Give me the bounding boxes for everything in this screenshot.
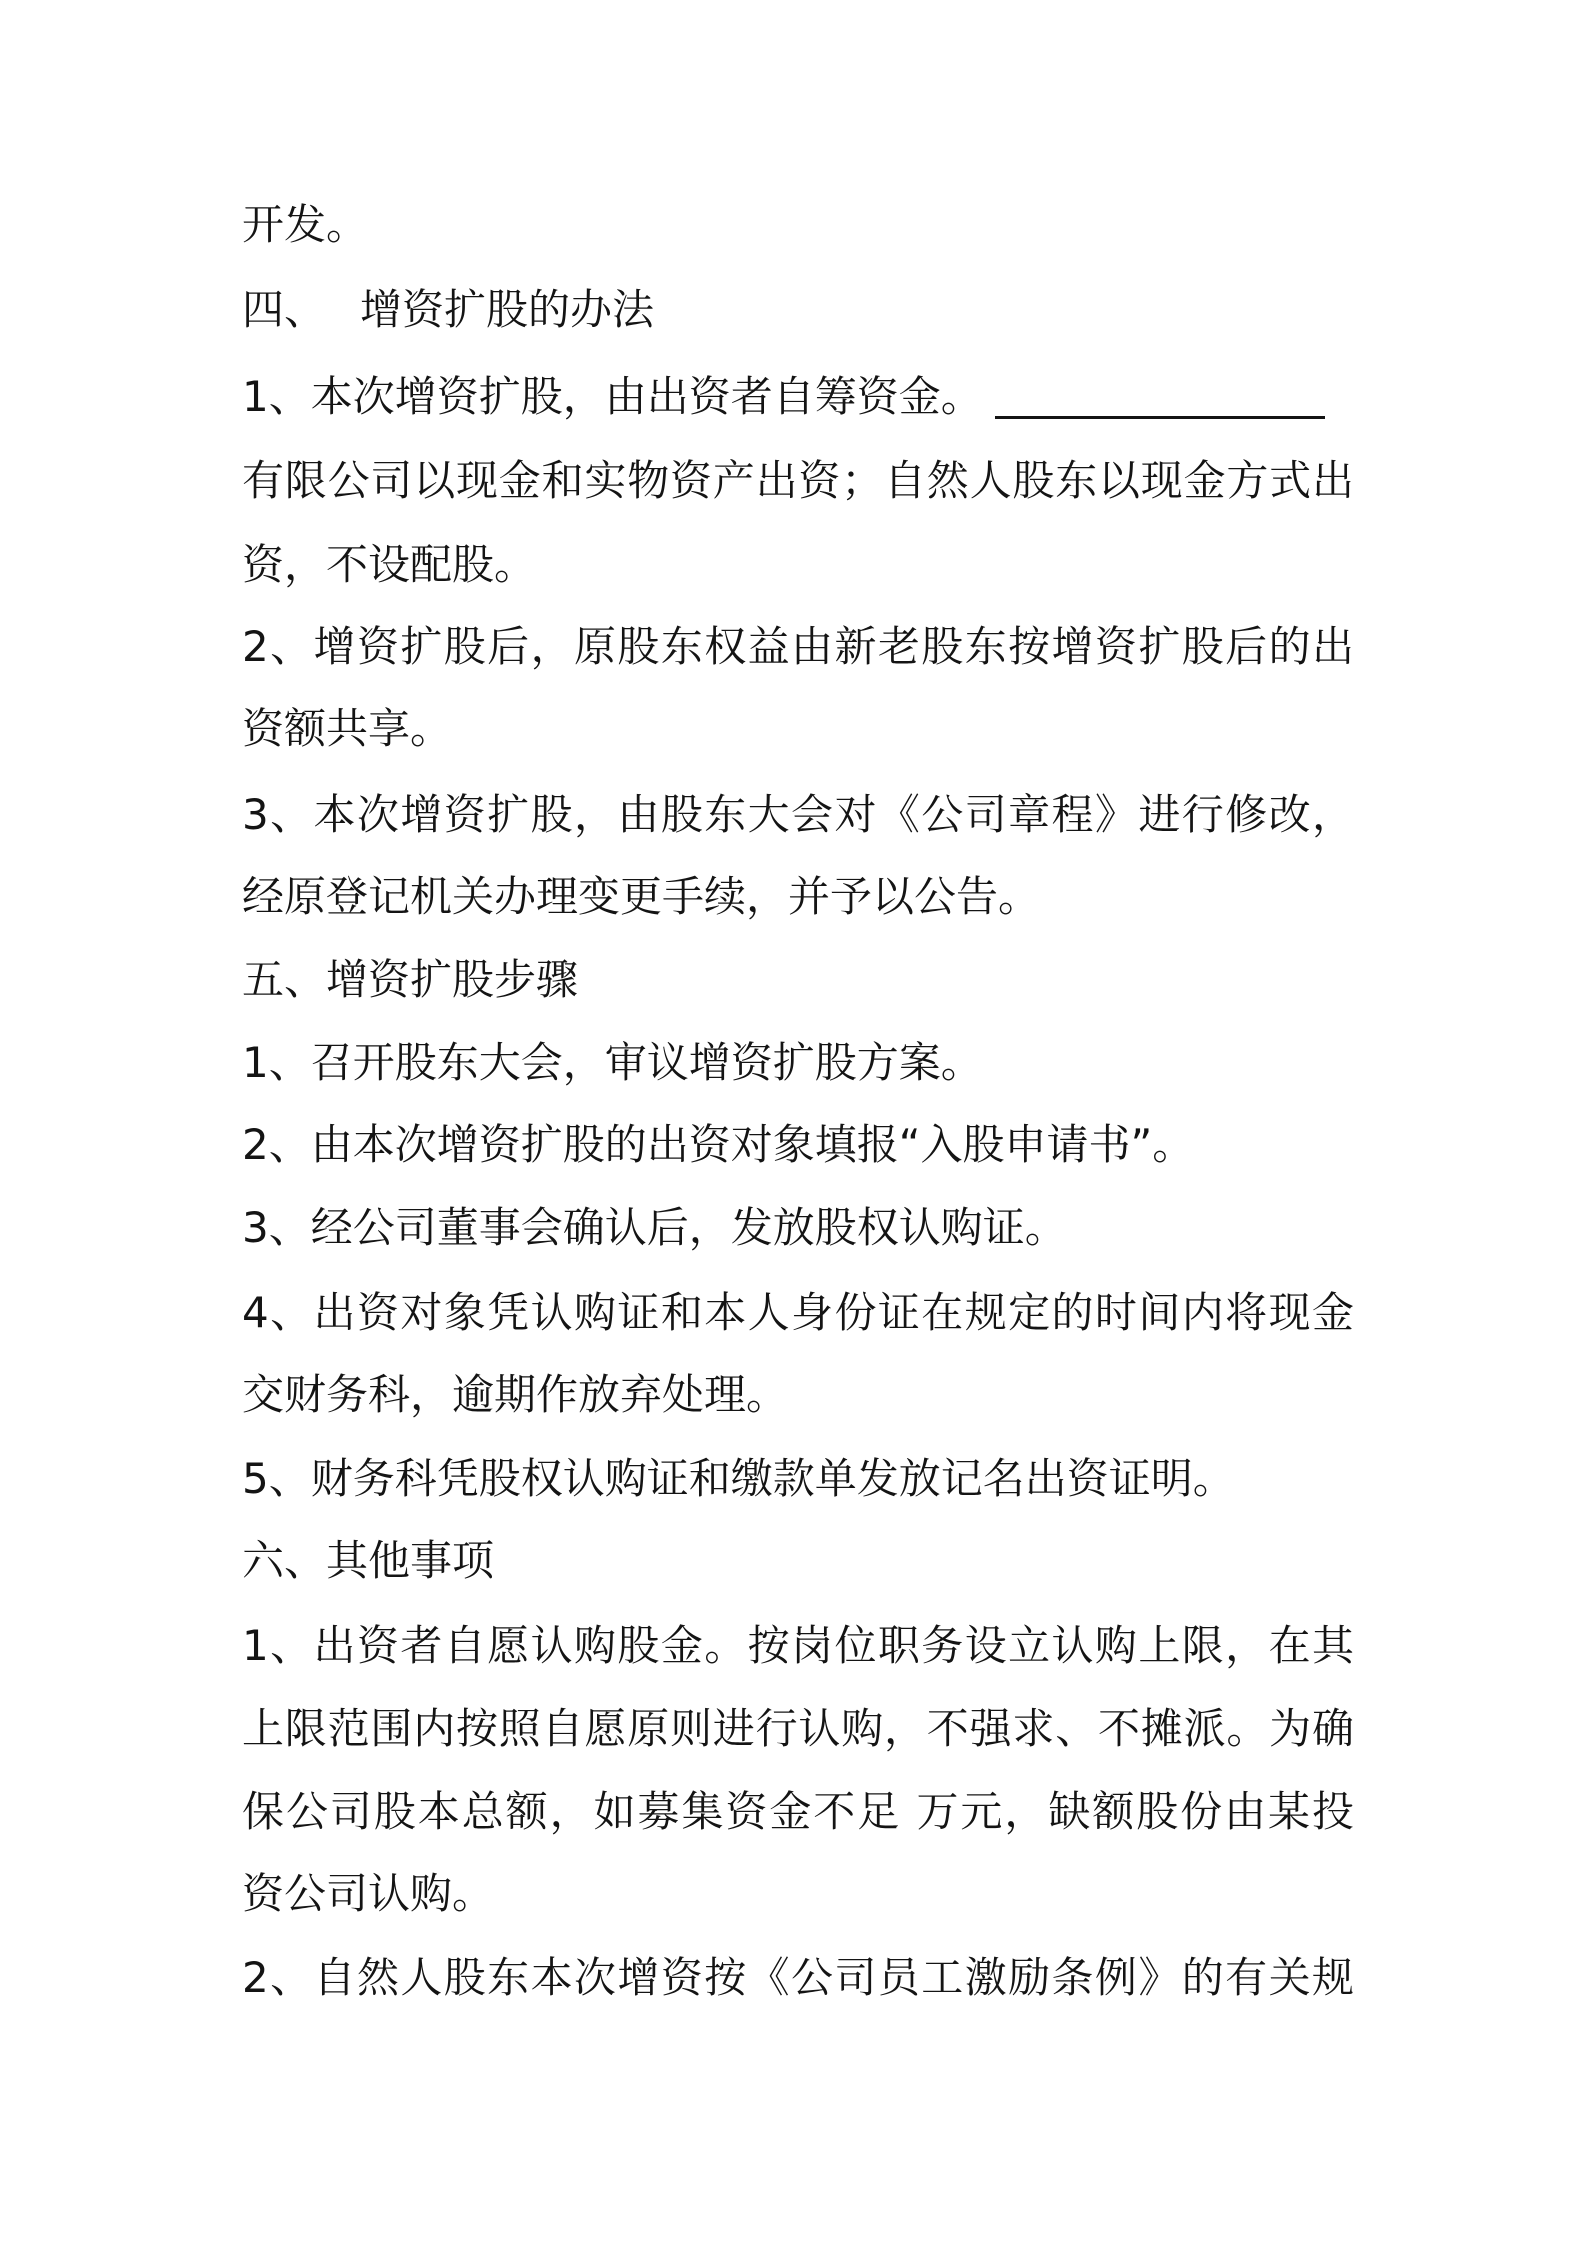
text-line-16 <box>242 1444 1362 1514</box>
section-title: 六、其他事项 <box>242 1536 495 1585</box>
text-line-4 <box>242 446 1354 516</box>
text-line-20 <box>242 1777 1354 1847</box>
fill-in-blank <box>995 412 1325 419</box>
text-line-9 <box>242 862 1362 932</box>
section-heading-6 <box>242 1526 1362 1596</box>
text-line-15 <box>242 1360 1362 1430</box>
line-text: 5、财务科凭股权认购证和缴款单发放记名出资证明。 <box>242 1454 1235 1503</box>
text-line-19 <box>242 1694 1354 1764</box>
section-title: 增资扩股的办法 <box>360 285 655 334</box>
line-text: 3、本次增资扩股，由股东大会对《公司章程》进行修改， <box>242 790 1354 839</box>
text-line-6 <box>242 612 1354 682</box>
section-heading-5 <box>242 945 1362 1015</box>
text-line-1 <box>242 190 1362 260</box>
line-text: 2、由本次增资扩股的出资对象填报“入股申请书”。 <box>242 1120 1195 1169</box>
line-text: 4、出资对象凭认购证和本人身份证在规定的时间内将现金 <box>242 1288 1354 1337</box>
line-text: 资，不设配股。 <box>242 540 537 589</box>
line-text: 1、本次增资扩股，由出资者自筹资金。 <box>242 372 983 421</box>
text-line-7 <box>242 694 1362 764</box>
line-text: 开发。 <box>242 200 369 249</box>
line-text: 保公司股本总额，如募集资金不足 万元，缺额股份由某投 <box>242 1787 1354 1836</box>
line-text: 资额共享。 <box>242 704 453 753</box>
section-title: 五、增资扩股步骤 <box>242 955 579 1004</box>
line-text: 1、出资者自愿认购股金。按岗位职务设立认购上限，在其 <box>242 1621 1354 1670</box>
text-line-22 <box>242 1943 1354 2013</box>
text-line-5 <box>242 530 1362 600</box>
text-line-3 <box>242 362 1362 432</box>
text-line-8 <box>242 780 1354 850</box>
line-text: 经原登记机关办理变更手续，并予以公告。 <box>242 872 1041 921</box>
text-line-11 <box>242 1028 1362 1098</box>
section-heading-4 <box>242 275 1362 345</box>
line-text: 资公司认购。 <box>242 1869 495 1918</box>
text-line-12 <box>242 1110 1362 1180</box>
line-text: 2、增资扩股后，原股东权益由新老股东按增资扩股后的出 <box>242 622 1354 671</box>
line-text: 1、召开股东大会，审议增资扩股方案。 <box>242 1038 983 1087</box>
section-number: 四、 <box>242 285 327 334</box>
line-text: 交财务科，逾期作放弃处理。 <box>242 1370 789 1419</box>
line-text: 2、自然人股东本次增资按《公司员工激励条例》的有关规 <box>242 1953 1354 2002</box>
line-text: 有限公司以现金和实物资产出资；自然人股东以现金方式出 <box>242 456 1354 505</box>
text-line-13 <box>242 1193 1362 1263</box>
text-line-18 <box>242 1611 1354 1681</box>
line-text: 3、经公司董事会确认后，发放股权认购证。 <box>242 1203 1067 1252</box>
line-text: 上限范围内按照自愿原则进行认购，不强求、不摊派。为确 <box>242 1704 1354 1753</box>
text-line-14 <box>242 1278 1354 1348</box>
text-line-21 <box>242 1859 1362 1929</box>
